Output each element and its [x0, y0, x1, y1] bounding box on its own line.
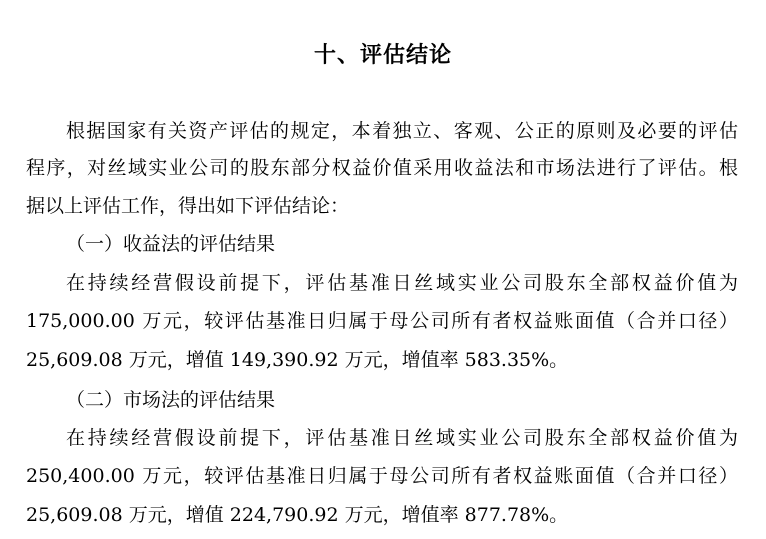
- market-method-line-3: 25,609.08 万元，增值 224,790.92 万元，增值率 877.78%。: [26, 504, 569, 526]
- intro-line-3: 据以上评估工作，得出如下评估结论：: [26, 195, 350, 217]
- market-method-line-1: 在持续经营假设前提下，评估基准日丝域实业公司股东全部权益价值为: [66, 427, 738, 449]
- income-method-heading: （一）收益法的评估结果: [66, 233, 276, 255]
- intro-line-2: 程序，对丝域实业公司的股东部分权益价值采用收益法和市场法进行了评估。根: [26, 157, 738, 179]
- section-title: 十、评估结论: [313, 41, 452, 68]
- market-method-line-2: 250,400.00 万元，较评估基准日归属于母公司所有者权益账面值（合并口径）: [26, 465, 738, 487]
- market-method-heading: （二）市场法的评估结果: [66, 389, 276, 411]
- income-method-line-3: 25,609.08 万元，增值 149,390.92 万元，增值率 583.35%。: [26, 349, 569, 371]
- income-method-line-2: 175,000.00 万元，较评估基准日归属于母公司所有者权益账面值（合并口径）: [26, 310, 738, 332]
- income-method-line-1: 在持续经营假设前提下，评估基准日丝域实业公司股东全部权益价值为: [66, 272, 738, 294]
- intro-line-1: 根据国家有关资产评估的规定，本着独立、客观、公正的原则及必要的评估: [66, 120, 738, 142]
